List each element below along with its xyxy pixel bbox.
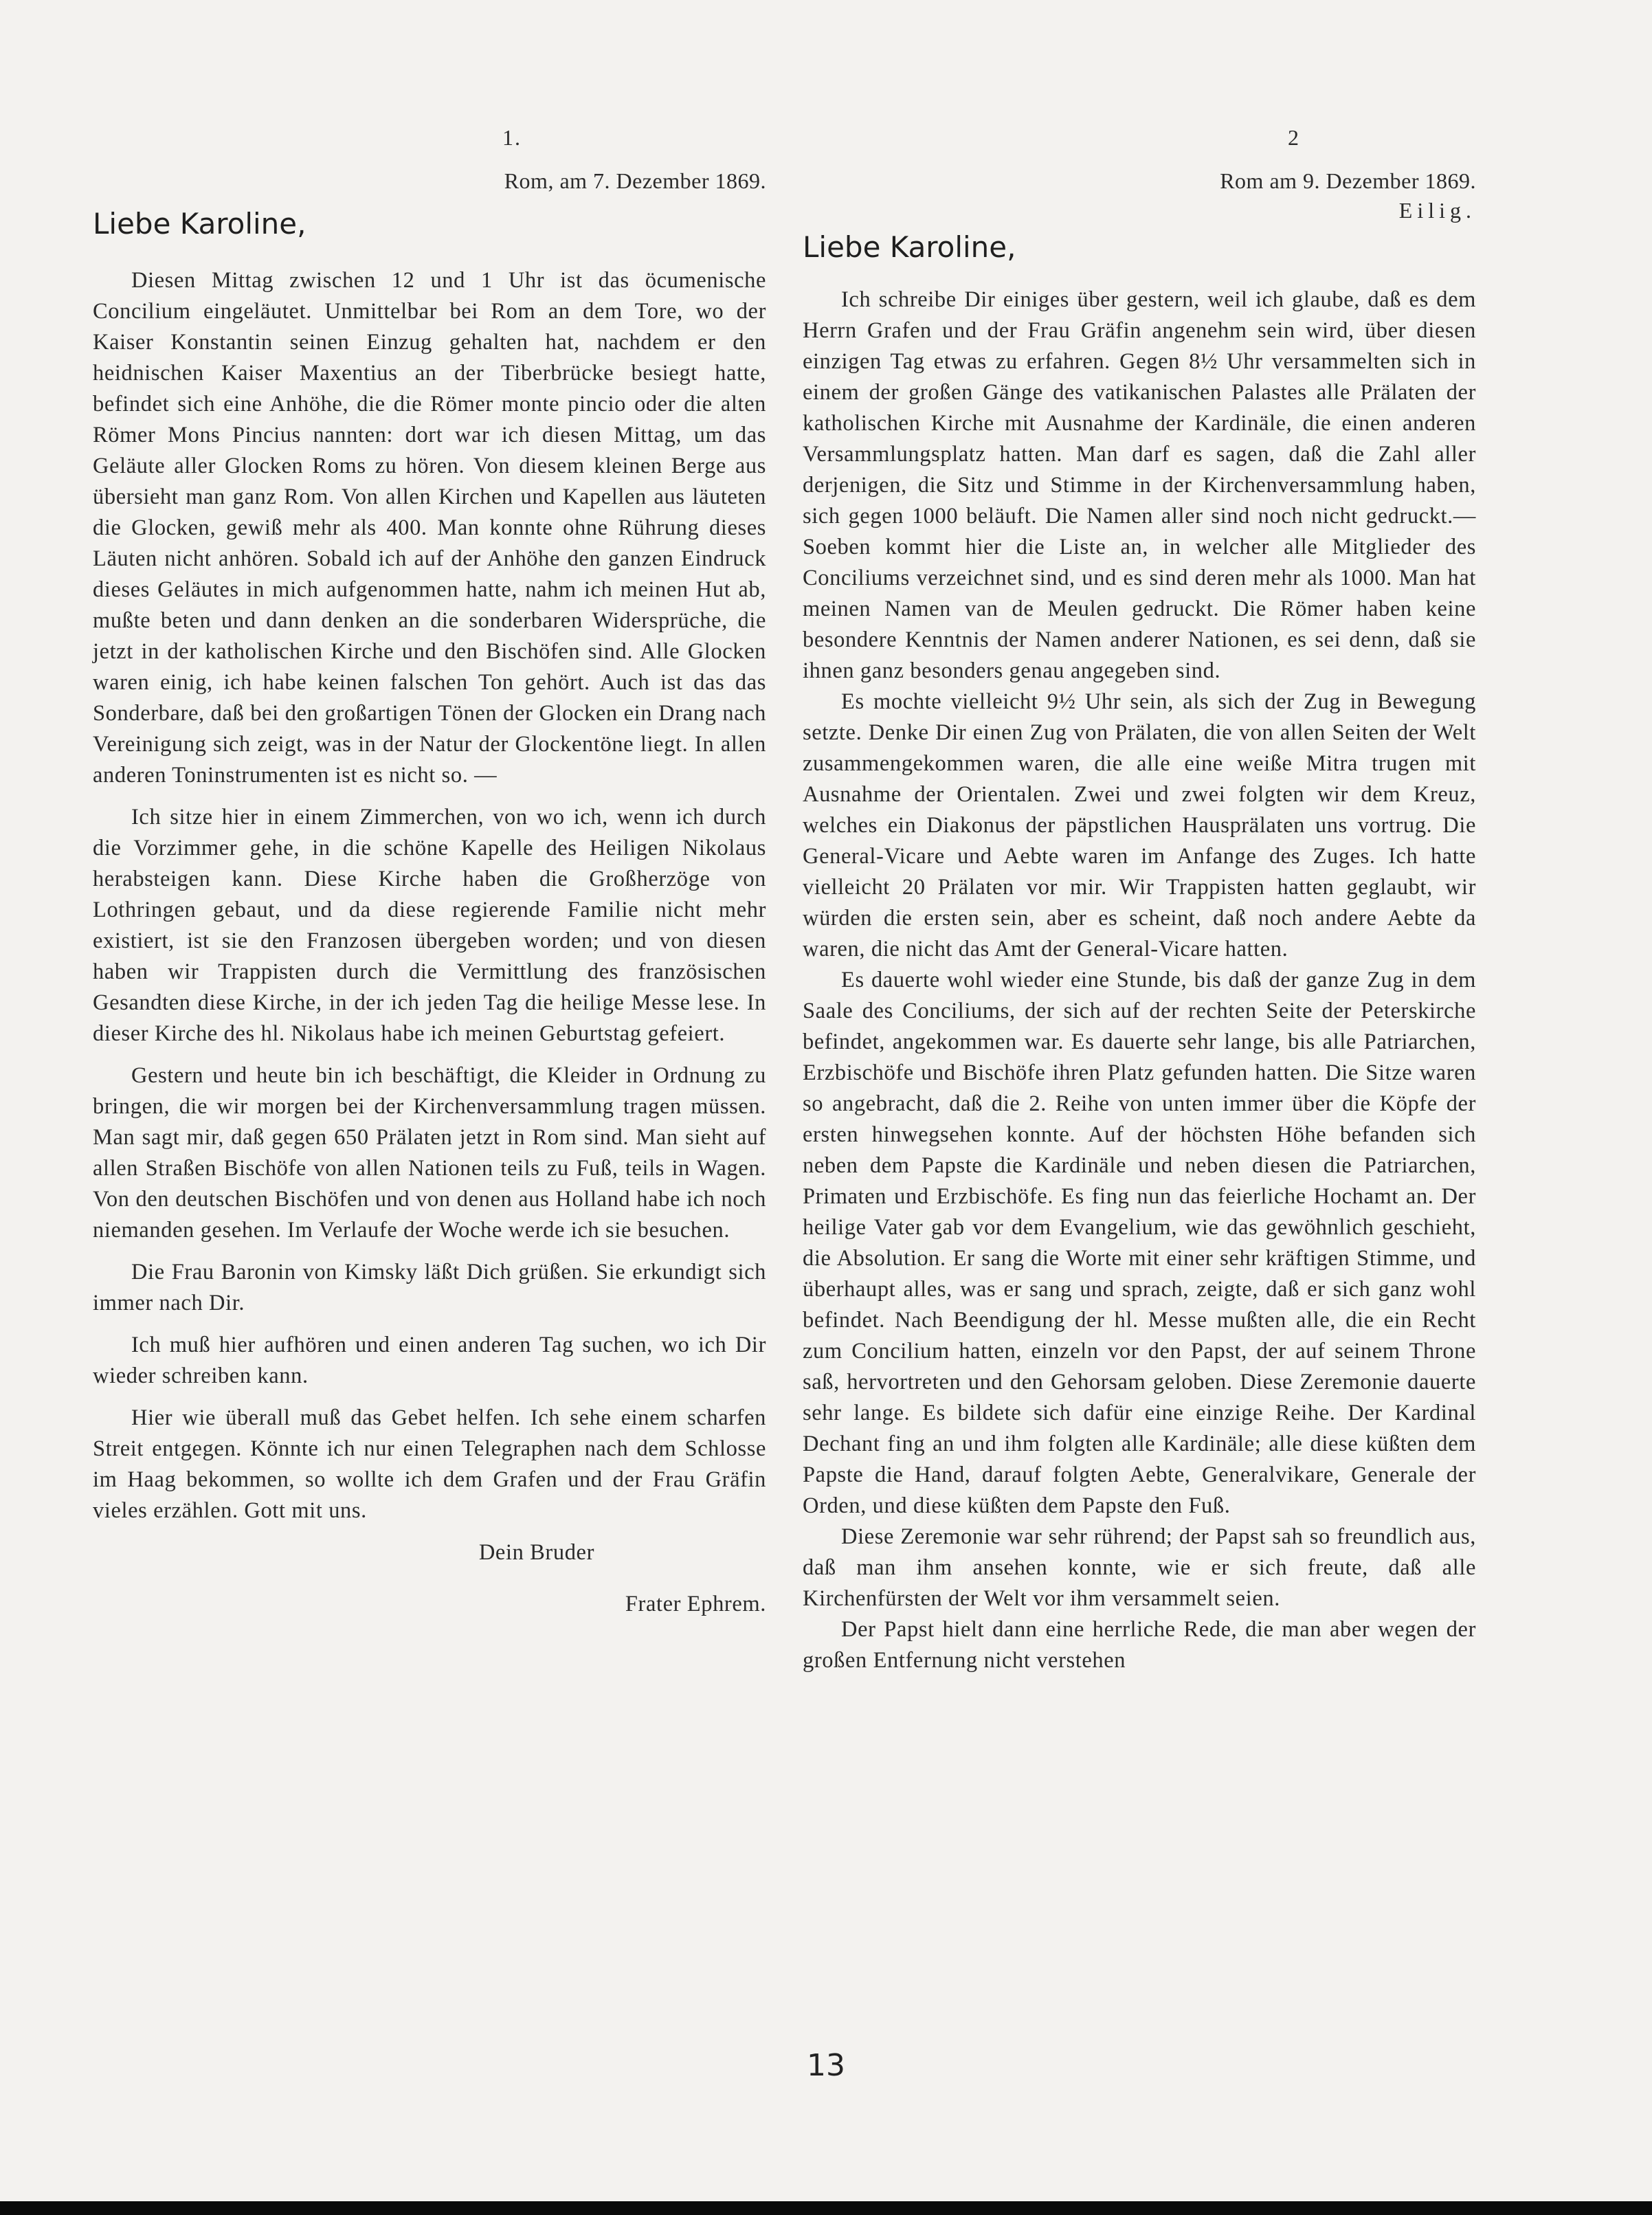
paragraph: Diese Zeremonie war sehr rührend; der Papst sah so freundlich aus, daß man ihm ansehen konnte, wie er sich freute, daß alle Kirchenfürsten der Welt vor ihm versammelt seien. <box>803 1524 1476 1611</box>
signature: Frater Ephrem. <box>625 1592 766 1616</box>
salutation: Liebe Karoline, <box>93 207 306 241</box>
paragraph: Ich muß hier aufhören und einen anderen Tag suchen, wo ich Dir wieder schreiben kann. <box>93 1333 766 1388</box>
paragraph: Diesen Mittag zwischen 12 und 1 Uhr ist das öcumenische Concilium eingeläutet. Unmittelbar bei Rom an dem Tore, wo der Kaiser Konstantin seinen Einzug gehalten hat, nachdem er den heidnischen Kaiser Maxentius an der Tiberbrücke besiegt hatte, befindet sich eine Anhöhe, die die Römer monte pincio oder die alten Römer Mons Pincius nannten: dort war ich diesen Mittag, um das Geläute aller Glocken Roms zu hören. Von diesem kleinen Berge aus übersieht man ganz Rom. Von allen Kirchen und Kapellen aus läuteten die Glocken, gewiß mehr als 400. Man konnte ohne Rührung dieses Läuten nicht anhören. Sobald ich auf der Anhöhe den ganzen Eindruck dieses Geläutes in mich aufgenommen hatte, nahm ich meinen Hut ab, mußte beten und dann denken an die sonderbaren Widersprüche, die jetzt in der katholischen Kirche und den Bischöfen sind. Alle Glocken waren einig, ich habe keinen falschen Ton gehört. Auch ist das das Sonderbare, daß bei den großartigen Tönen der Glocken ein Drang nach Vereinigung sich zeigt, was in der Natur der Glockentöne liegt. In allen anderen Toninstrumenten ist es nicht so. — <box>93 268 766 788</box>
paragraph: Ich sitze hier in einem Zimmerchen, von wo ich, wenn ich durch die Vorzimmer gehe, in die schöne Kapelle des Heiligen Nikolaus herabsteigen kann. Diese Kirche haben die Großherzöge von Lothringen gebaut, und da diese regierende Familie nicht mehr existiert, ist sie den Franzosen übergeben worden; und von diesen haben wir Trappisten durch die Vermittlung des französischen Gesandten diese Kirche, in der ich jeden Tag die heilige Messe lese. In dieser Kirche des hl. Nikolaus habe ich meinen Geburtstag gefeiert. <box>93 805 766 1046</box>
paragraph: Ich schreibe Dir einiges über gestern, weil ich glaube, daß es dem Herrn Grafen und der Frau Gräfin angenehm sein wird, über diesen einzigen Tag etwas zu erfahren. Gegen 8½ Uhr versammelten sich in einem der großen Gänge des vatikanischen Palastes alle Prälaten der katholischen Kirche mit Ausnahme der Kardinäle, die einen anderen Versammlungsplatz hatten. Man darf es sagen, daß die Zahl aller derjenigen, die Sitz und Stimme in der Kirchenversammlung haben, sich gegen 1000 beläuft. Die Namen aller sind noch nicht gedruckt.— Soeben kommt hier die Liste an, in welcher alle Mitglieder des Conciliums verzeichnet sind, und es sind deren mehr als 1000. Man hat meinen Namen van de Meulen gedruckt. Die Römer haben keine besondere Kenntnis der Namen anderer Nationen, es sei denn, daß sie ihnen ganz besonders genau angegeben sind. <box>803 287 1476 683</box>
paragraph: Hier wie überall muß das Gebet helfen. Ich sehe einem scharfen Streit entgegen. Könnte ich nur einen Telegraphen nach dem Schlosse im Haag bekommen, so wollte ich dem Grafen und der Frau Gräfin vieles erzählen. Gott mit uns. <box>93 1405 766 1523</box>
page-number: 13 <box>807 2048 845 2083</box>
letter-2 <box>803 124 1476 1676</box>
paragraph: Es mochte vielleicht 9½ Uhr sein, als sich der Zug in Bewegung setzte. Denke Dir einen Zug von Prälaten, die von allen Seiten der Welt zusammengekommen waren, die alle eine weiße Mitra trugen mit Ausnahme der Orientalen. Zwei und zwei folgten wir dem Kreuz, welches ein Diakonus der päpstlichen Hausprälaten uns vortrug. Die General-Vicare und Aebte waren im Anfange des Zuges. Ich hatte vielleicht 20 Prälaten vor mir. Wir Trappisten hatten geglaubt, wir würden die ersten sein, aber es scheint, daß noch andere Aebte da waren, die nicht das Amt der General-Vicare hatten. <box>803 689 1476 961</box>
letter-number: 1. <box>502 125 522 150</box>
salutation: Liebe Karoline, <box>803 230 1016 264</box>
paragraph: Der Papst hielt dann eine herrliche Rede, die man aber wegen der großen Entfernung nicht verstehen <box>803 1617 1476 1673</box>
urgent-note: Eilig. <box>1398 198 1476 223</box>
scan-edge <box>0 2201 1652 2215</box>
letter-number: 2 <box>1288 125 1300 150</box>
dateline: Rom am 9. Dezember 1869. <box>1220 168 1476 193</box>
paragraph: Es dauerte wohl wieder eine Stunde, bis daß der ganze Zug in dem Saale des Conciliums, der sich auf der rechten Seite der Peterskirche befindet, angekommen war. Es dauerte sehr lange, bis alle Patriarchen, Erzbischöfe und Bischöfe ihren Platz gefunden hatten. Die Sitze waren so angebracht, daß die 2. Reihe von unten immer über die Köpfe der ersten hinwegsehen konnte. Auf der höchsten Höhe befanden sich neben dem Papste die Kardinäle und neben diesen die Patriarchen, Primaten und Erzbischöfe. Es fing nun das feierliche Hochamt an. Der heilige Vater gab vor dem Evangelium, wie das gewöhnlich geschieht, die Absolution. Er sang die Worte mit einer sehr kräftigen Stimme, und überhaupt alles, was er sang und sprach, zeigte, daß er sich ganz wohl befindet. Nach Beendigung der hl. Messe mußten alle, die ein Recht zum Concilium hatten, einzeln vor den Papst, der auf seinem Throne saß, hervortreten und den Gehorsam geloben. Diese Zeremonie dauerte sehr lange. Es bildete sich dafür eine einzige Reihe. Der Kardinal Dechant fing an und ihm folgten alle Kardinäle; alle diese küßten dem Papste die Hand, darauf folgten Aebte, Generalvikare, Generale der Orden, und diese küßten dem Papste den Fuß. <box>803 968 1476 1518</box>
dateline: Rom, am 7. Dezember 1869. <box>504 168 766 193</box>
closing: Dein Bruder <box>478 1540 594 1565</box>
paragraph: Die Frau Baronin von Kimsky läßt Dich grüßen. Sie erkundigt sich immer nach Dir. <box>93 1260 766 1315</box>
letter-1 <box>93 124 766 1620</box>
paragraph: Gestern und heute bin ich beschäftigt, die Kleider in Ordnung zu bringen, die wir morgen bei der Kirchenversammlung tragen müssen. Man sagt mir, daß gegen 650 Prälaten jetzt in Rom sind. Man sieht auf allen Straßen Bischöfe von allen Nationen teils zu Fuß, teils in Wagen. Von den deutschen Bischöfen und von denen aus Holland habe ich noch niemanden gesehen. Im Verlaufe der Woche werde ich sie besuchen. <box>93 1063 766 1243</box>
